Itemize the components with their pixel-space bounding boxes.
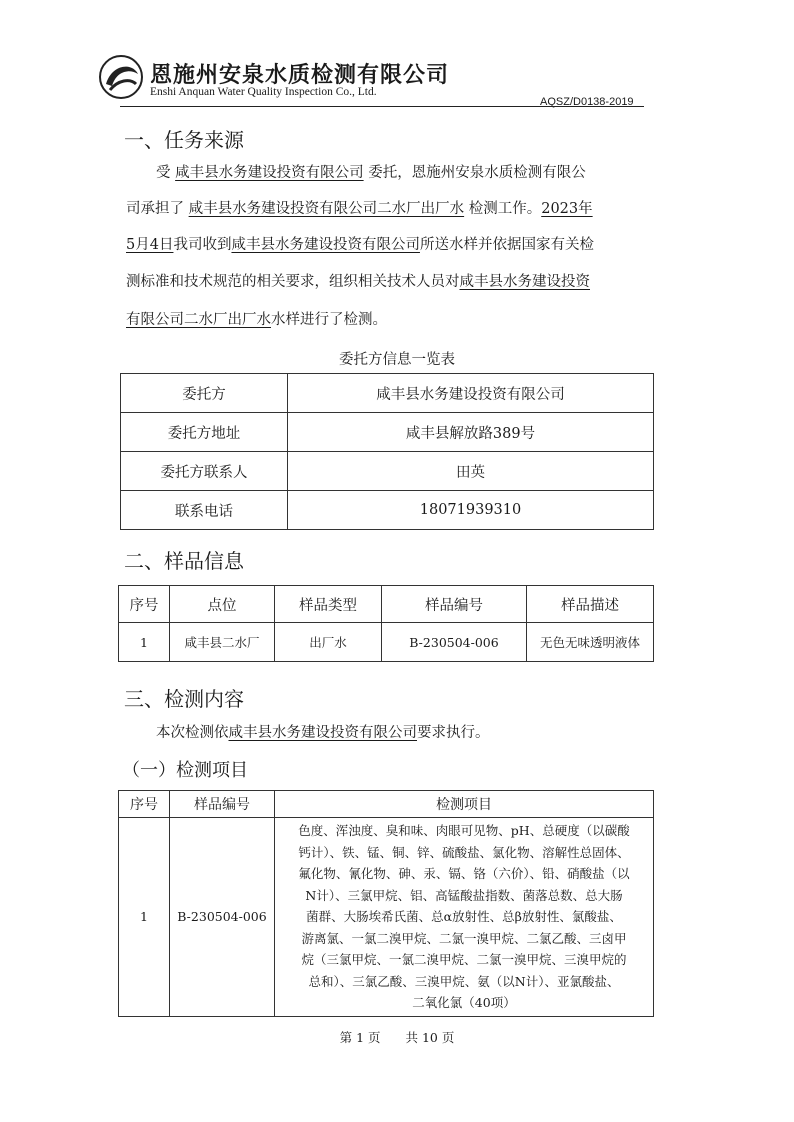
items-line: 烷（三氯甲烷、一氯二溴甲烷、二氯一溴甲烷、三溴甲烷的 [301,952,627,967]
table-header-row [119,791,654,818]
row-value: 咸丰县解放路389号 [288,413,654,452]
text: 我司收到 [173,237,232,253]
cell: 咸丰县二水厂 [170,623,275,662]
column-header: 序号 [119,791,170,818]
cell: 出厂水 [275,623,382,662]
items-line: N计）、三氯甲烷、铝、高锰酸盐指数、菌落总数、总大肠 [305,887,623,903]
table-row [119,623,654,662]
table-row [119,818,654,1017]
table-row [121,491,654,530]
table-row [121,374,654,413]
test-items-table [118,790,654,1017]
swirl-logo-icon [98,54,144,100]
client-name-underlined: 咸丰县水务建设投资 [459,274,590,290]
column-header: 点位 [170,586,275,623]
items-line: 色度、浑浊度、臭和味、肉眼可见物、pH、总硬度（以碳酸 [298,823,630,838]
client-name-underlined: 咸丰县水务建设投资有限公司 [175,165,364,181]
subsection-title-test-items: （一）检测项目 [122,760,248,781]
text: 所送水样并依据国家有关检 [419,237,594,253]
items-line: 氟化物、氰化物、砷、汞、镉、铬（六价）、铅、硝酸盐（以 [298,866,630,881]
date-underlined: 5月4日 [126,237,174,253]
section3-intro [156,718,490,748]
items-line: 总和）、三氯乙酸、三溴甲烷、氨（以N计）、亚氯酸盐、 [308,973,620,989]
column-header: 样品编号 [170,791,275,818]
cell: B-230504-006 [170,818,275,1017]
date-underlined: 2023年 [541,201,593,217]
test-items-cell [275,818,654,1017]
section-title-task-source: 一、任务来源 [124,128,244,152]
table-row [121,452,654,491]
text: 委托，恩施州安泉水质检测有限公 [363,165,586,181]
items-line: 二氧化氯（40项） [412,995,516,1010]
text: 检测工作。 [464,201,542,217]
document-code: AQSZ/D0138-2019 [540,96,634,108]
items-line: 钙计）、铁、锰、铜、锌、硫酸盐、氯化物、溶解性总固体、 [298,844,630,860]
table-header-row [119,586,654,623]
page-number: 第 1 页 共 10 页 [339,1030,455,1045]
items-line: 菌群、大肠埃希氏菌、总α放射性、总β放射性、氯酸盐、 [306,909,622,924]
text: 水样进行了检测。 [271,312,387,328]
project-name-underlined: 有限公司二水厂出厂水 [126,312,271,328]
column-header: 样品编号 [382,586,527,623]
section-title-sample-info: 二、样品信息 [124,549,244,573]
text: 要求执行。 [417,725,490,741]
row-label: 联系电话 [121,491,288,530]
paragraph-line-3 [126,230,594,260]
column-header: 检测项目 [275,791,654,818]
company-name-en: Enshi Anquan Water Quality Inspection Co., Ltd. [150,86,377,98]
row-value: 18071939310 [288,491,654,530]
test-items-list [275,818,653,1016]
text: 测标准和技术规范的相关要求，组织相关技术人员对 [126,274,460,290]
row-value: 田英 [288,452,654,491]
client-name-underlined: 咸丰县水务建设投资有限公司 [231,237,420,253]
text: 司承担了 [126,201,189,217]
cell: B-230504-006 [382,623,527,662]
paragraph-line-5 [126,305,387,335]
text: 受 [156,165,176,181]
company-name-cn: 恩施州安泉水质检测有限公司 [150,62,450,88]
table-row [121,413,654,452]
row-label: 委托方地址 [121,413,288,452]
client-info-table [120,373,654,530]
cell: 无色无味透明液体 [527,623,654,662]
text: 本次检测依 [156,725,229,741]
items-line: 游离氯、一氯二溴甲烷、二氯一溴甲烷、二氯乙酸、三卤甲 [301,930,627,946]
column-header: 序号 [119,586,170,623]
row-label: 委托方联系人 [121,452,288,491]
client-table-caption: 委托方信息一览表 [339,352,455,368]
paragraph-line-2 [126,194,593,224]
row-value: 咸丰县水务建设投资有限公司 [288,374,654,413]
paragraph-line-1 [156,158,586,188]
column-header: 样品类型 [275,586,382,623]
cell: 1 [119,818,170,1017]
paragraph-line-4 [126,267,590,297]
section-title-test-content: 三、检测内容 [124,687,244,711]
sample-info-table [118,585,654,662]
row-label: 委托方 [121,374,288,413]
cell: 1 [119,623,170,662]
column-header: 样品描述 [527,586,654,623]
client-name-underlined: 咸丰县水务建设投资有限公司 [228,725,417,741]
project-name-underlined: 咸丰县水务建设投资有限公司二水厂出厂水 [188,201,465,217]
company-logo [98,54,144,100]
header-divider [120,106,644,107]
